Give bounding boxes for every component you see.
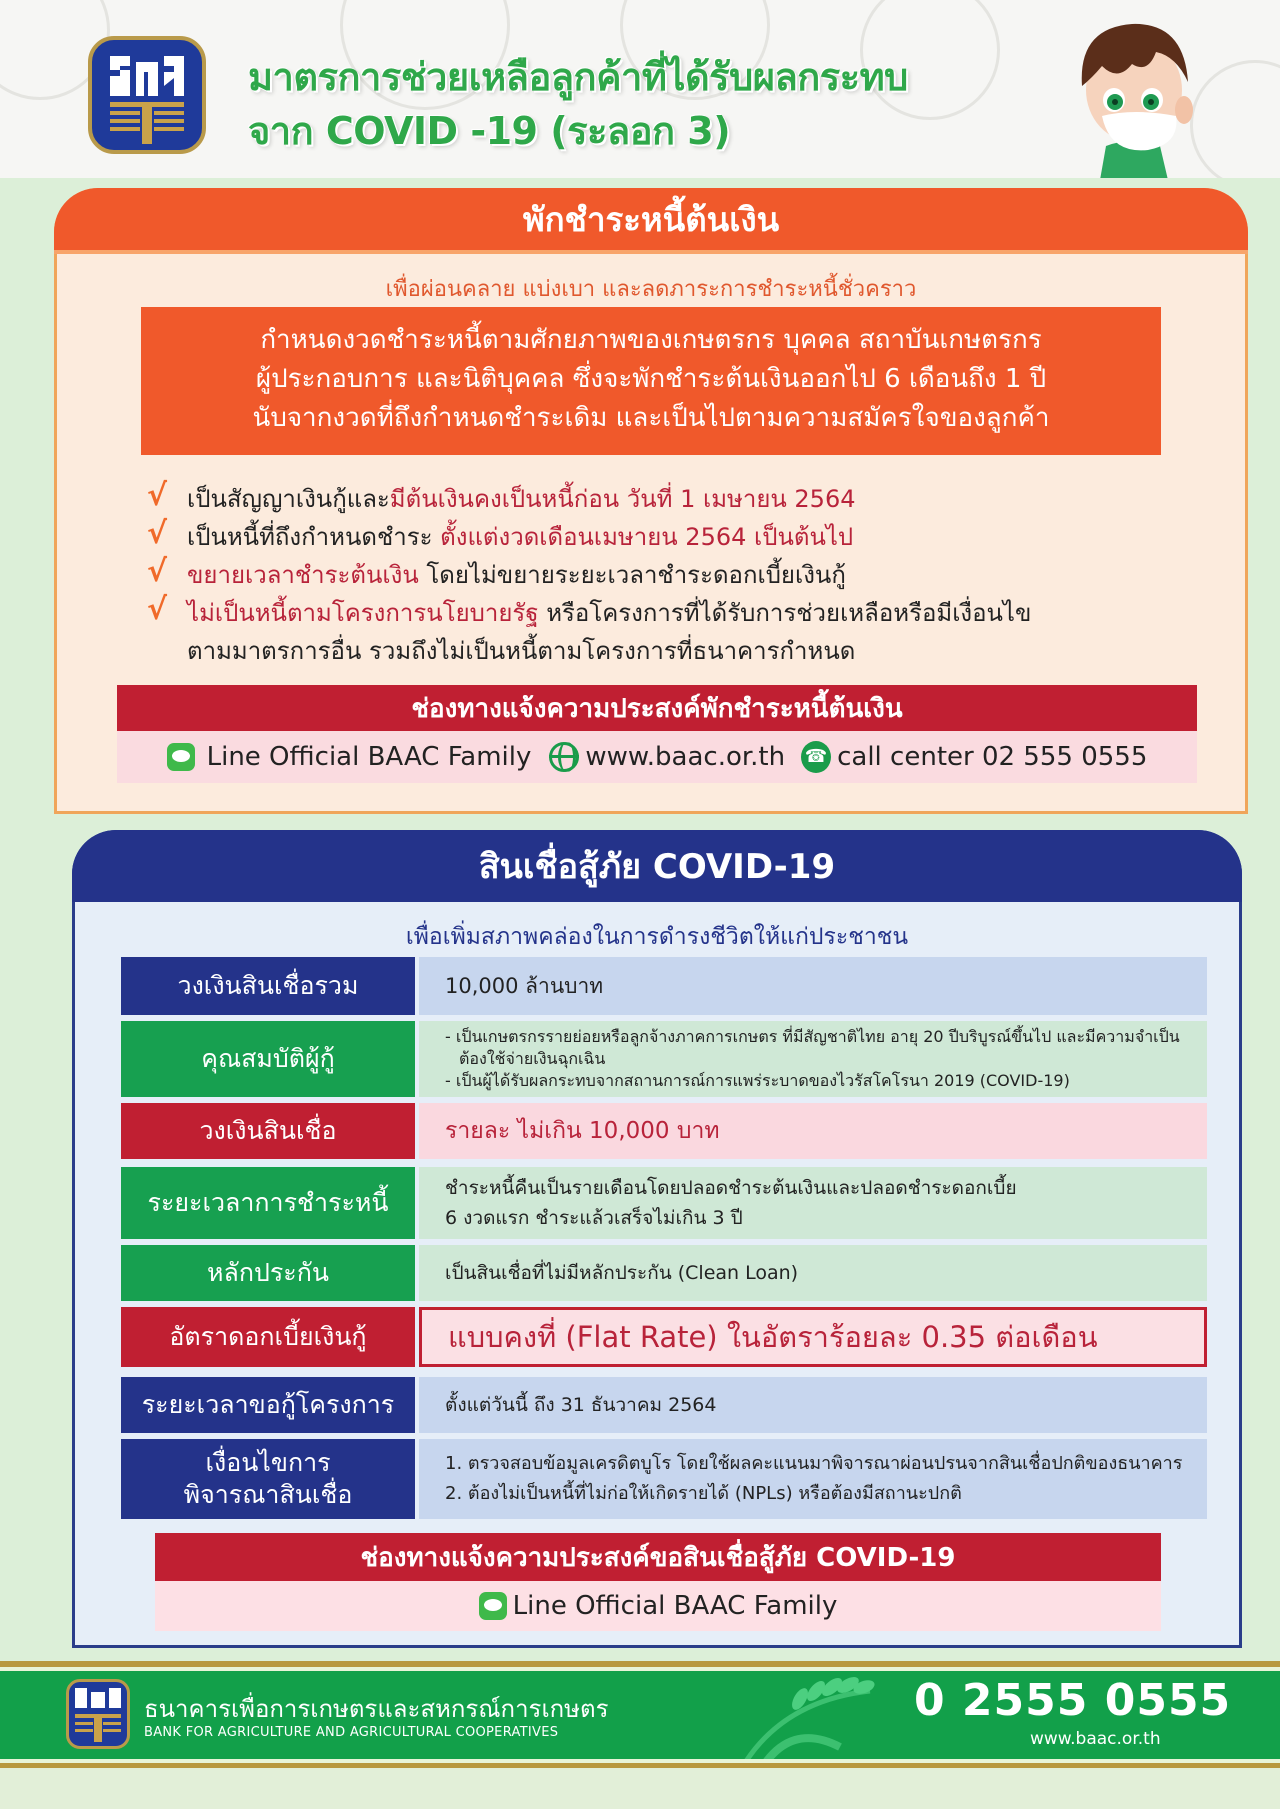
loan-row-eligibility — [121, 1021, 1207, 1097]
loan-row-collateral — [121, 1245, 1207, 1301]
value-line: - เป็นผู้ได้รับผลกระทบจากสถานการณ์การแพร่ระบาดของไวรัสโคโรนา 2019 (COVID-19) — [445, 1071, 1070, 1090]
bank-name-english: BANK FOR AGRICULTURE AND AGRICULTURAL COOPERATIVES — [144, 1725, 559, 1740]
row-label: วงเงินสินเชื่อรวม — [121, 957, 415, 1015]
row-value — [419, 1439, 1207, 1519]
row-value — [419, 1167, 1207, 1239]
condition-text: หรือโครงการที่ได้รับการช่วยเหลือหรือมีเงื่อนไข — [538, 599, 1032, 627]
loan-row-credit-limit — [121, 1103, 1207, 1159]
covid-loan-section — [72, 830, 1242, 1648]
website-link[interactable]: www.baac.or.th — [585, 742, 786, 772]
row-label: ระยะเวลาขอกู้โครงการ — [121, 1377, 415, 1433]
channel-list — [155, 1581, 1161, 1631]
loan-row-credit-conditions — [121, 1439, 1207, 1519]
condition-text: เป็นหนี้ที่ถึงกำหนดชำระ — [187, 523, 441, 551]
loan-row-application-period — [121, 1377, 1207, 1433]
channel-list — [117, 731, 1197, 783]
row-value — [419, 1377, 1207, 1433]
footer-phone[interactable]: 0 2555 0555 — [914, 1675, 1232, 1726]
section-title: พักชำระหนี้ต้นเงิน — [522, 199, 780, 239]
line-official-link[interactable]: Line Official BAAC Family — [512, 1591, 838, 1621]
condition-highlight: ไม่เป็นหนี้ตามโครงการนโยบายรัฐ — [187, 599, 539, 627]
condition-text: โดยไม่ขยายระยะเวลาชำระดอกเบี้ยเงินกู้ — [418, 561, 846, 589]
description-line: ผู้ประกอบการ และนิติบุคคล ซึ่งจะพักชำระต้นเงินออกไป 6 เดือนถึง 1 ปี — [255, 364, 1047, 394]
description-line: กำหนดงวดชำระหนี้ตามศักยภาพของเกษตรกร บุคคล สถาบันเกษตรกร — [260, 325, 1042, 355]
condition-highlight: ขยายเวลาชำระต้นเงิน — [187, 561, 419, 589]
line-official-link[interactable]: Line Official BAAC Family — [206, 742, 532, 772]
condition-item — [147, 517, 1147, 555]
principal-deferral-section — [54, 188, 1248, 814]
row-label: อัตราดอกเบี้ยเงินกู้ — [121, 1307, 415, 1367]
row-value — [419, 957, 1207, 1015]
value-line: 1. ตรวจสอบข้อมูลเครดิตบูโร โดยใช้ผลคะแนนมาพิจารณาผ่อนปรนจากสินเชื่อปกติของธนาคาร — [445, 1453, 1183, 1474]
value-line: 10,000 ล้านบาท — [445, 974, 604, 998]
line-app-icon — [167, 743, 195, 771]
condition-text: เป็นสัญญาเงินกู้และ — [187, 485, 390, 513]
footer-website[interactable]: www.baac.or.th — [1030, 1729, 1161, 1749]
checkmark-icon: √ — [147, 478, 168, 513]
globe-icon — [549, 742, 579, 772]
value-line: ตั้งแต่วันนี้ ถึง 31 ธันวาคม 2564 — [445, 1394, 717, 1416]
row-value — [419, 1307, 1207, 1367]
description-line: นับจากงวดที่ถึงกำหนดชำระเดิม และเป็นไปตามความสมัครใจของลูกค้า — [252, 403, 1050, 433]
conditions-list — [147, 479, 1147, 669]
row-value — [419, 1103, 1207, 1159]
row-label — [121, 1439, 415, 1519]
section-subtitle: เพื่อผ่อนคลาย แบ่งเบา และลดภาระการชำระหนี้ชั่วคราว — [385, 277, 917, 302]
loan-row-repayment-period — [121, 1167, 1207, 1239]
baac-logo-icon — [66, 1679, 130, 1749]
condition-highlight: ตั้งแต่งวดเดือนเมษายน 2564 เป็นต้นไป — [440, 523, 854, 551]
checkmark-icon: √ — [147, 516, 168, 551]
section-title: สินเชื่อสู้ภัย COVID-19 — [478, 847, 836, 887]
row-value — [419, 1021, 1207, 1097]
row-label: หลักประกัน — [121, 1245, 415, 1301]
checkmark-icon: √ — [147, 592, 168, 627]
phone-icon: ☎ — [801, 741, 831, 773]
row-value — [419, 1245, 1207, 1301]
rice-stalk-icon — [720, 1671, 920, 1759]
value-line: ต้องใช้จ่ายเงินฉุกเฉิน — [459, 1049, 606, 1068]
label-line: เงื่อนไขการ — [205, 1448, 331, 1477]
channel-header: ช่องทางแจ้งความประสงค์พักชำระหนี้ต้นเงิน — [117, 685, 1197, 731]
loan-row-total-credit — [121, 957, 1207, 1015]
section-header — [54, 188, 1248, 254]
section-header — [72, 830, 1242, 902]
condition-item — [147, 593, 1147, 631]
baac-logo-icon — [88, 36, 206, 154]
value-line: เป็นสินเชื่อที่ไม่มีหลักประกัน (Clean Loan) — [445, 1262, 799, 1284]
value-line: ชำระหนี้คืนเป็นรายเดือนโดยปลอดชำระต้นเงินและปลอดชำระดอกเบี้ย — [445, 1177, 1017, 1199]
mascot-icon — [1052, 8, 1212, 178]
description-box — [141, 307, 1161, 455]
value-line: - เป็นเกษตรกรรายย่อยหรือลูกจ้างภาคการเกษตร ที่มีสัญชาติไทย อายุ 20 ปีบริบูรณ์ขึ้นไป และมีความจำเป็น — [445, 1027, 1180, 1046]
line-app-icon — [479, 1592, 507, 1620]
label-line: พิจารณาสินเชื่อ — [183, 1480, 353, 1509]
header — [0, 0, 1280, 178]
condition-highlight: มีต้นเงินคงเป็นหนี้ก่อน วันที่ 1 เมษายน 2564 — [389, 485, 856, 513]
call-center-link[interactable]: call center 02 555 0555 — [837, 742, 1148, 772]
condition-item — [147, 555, 1147, 593]
condition-continuation: ตามมาตรการอื่น รวมถึงไม่เป็นหนี้ตามโครงการที่ธนาคารกำหนด — [187, 637, 856, 665]
row-label: วงเงินสินเชื่อ — [121, 1103, 415, 1159]
page-bottom-margin — [0, 1768, 1280, 1809]
row-label: ระยะเวลาการชำระหนี้ — [121, 1167, 415, 1239]
value-line: แบบคงที่ (Flat Rate) ในอัตราร้อยละ 0.35 ต่อเดือน — [448, 1320, 1098, 1354]
page-title-line-1: มาตรการช่วยเหลือลูกค้าที่ได้รับผลกระทบ — [248, 55, 908, 99]
section-subtitle: เพื่อเพิ่มสภาพคล่องในการดำรงชีวิตให้แก่ประชาชน — [405, 924, 909, 950]
checkmark-icon: √ — [147, 554, 168, 589]
value-line: 2. ต้องไม่เป็นหนี้ที่ไม่ก่อให้เกิดรายได้ (NPLs) หรือต้องมีสถานะปกติ — [445, 1483, 962, 1504]
page-title-line-2: จาก COVID -19 (ระลอก 3) — [248, 109, 731, 153]
condition-item — [147, 479, 1147, 517]
value-line: 6 งวดแรก ชำระแล้วเสร็จไม่เกิน 3 ปี — [445, 1207, 743, 1229]
channel-header: ช่องทางแจ้งความประสงค์ขอสินเชื่อสู้ภัย COVID-19 — [155, 1533, 1161, 1581]
bank-name-thai: ธนาคารเพื่อการเกษตรและสหกรณ์การเกษตร — [144, 1695, 609, 1723]
value-line: รายละ ไม่เกิน 10,000 บาท — [445, 1118, 720, 1144]
row-label: คุณสมบัติผู้กู้ — [121, 1021, 415, 1097]
loan-row-interest-rate — [121, 1307, 1207, 1367]
footer — [0, 1671, 1280, 1759]
